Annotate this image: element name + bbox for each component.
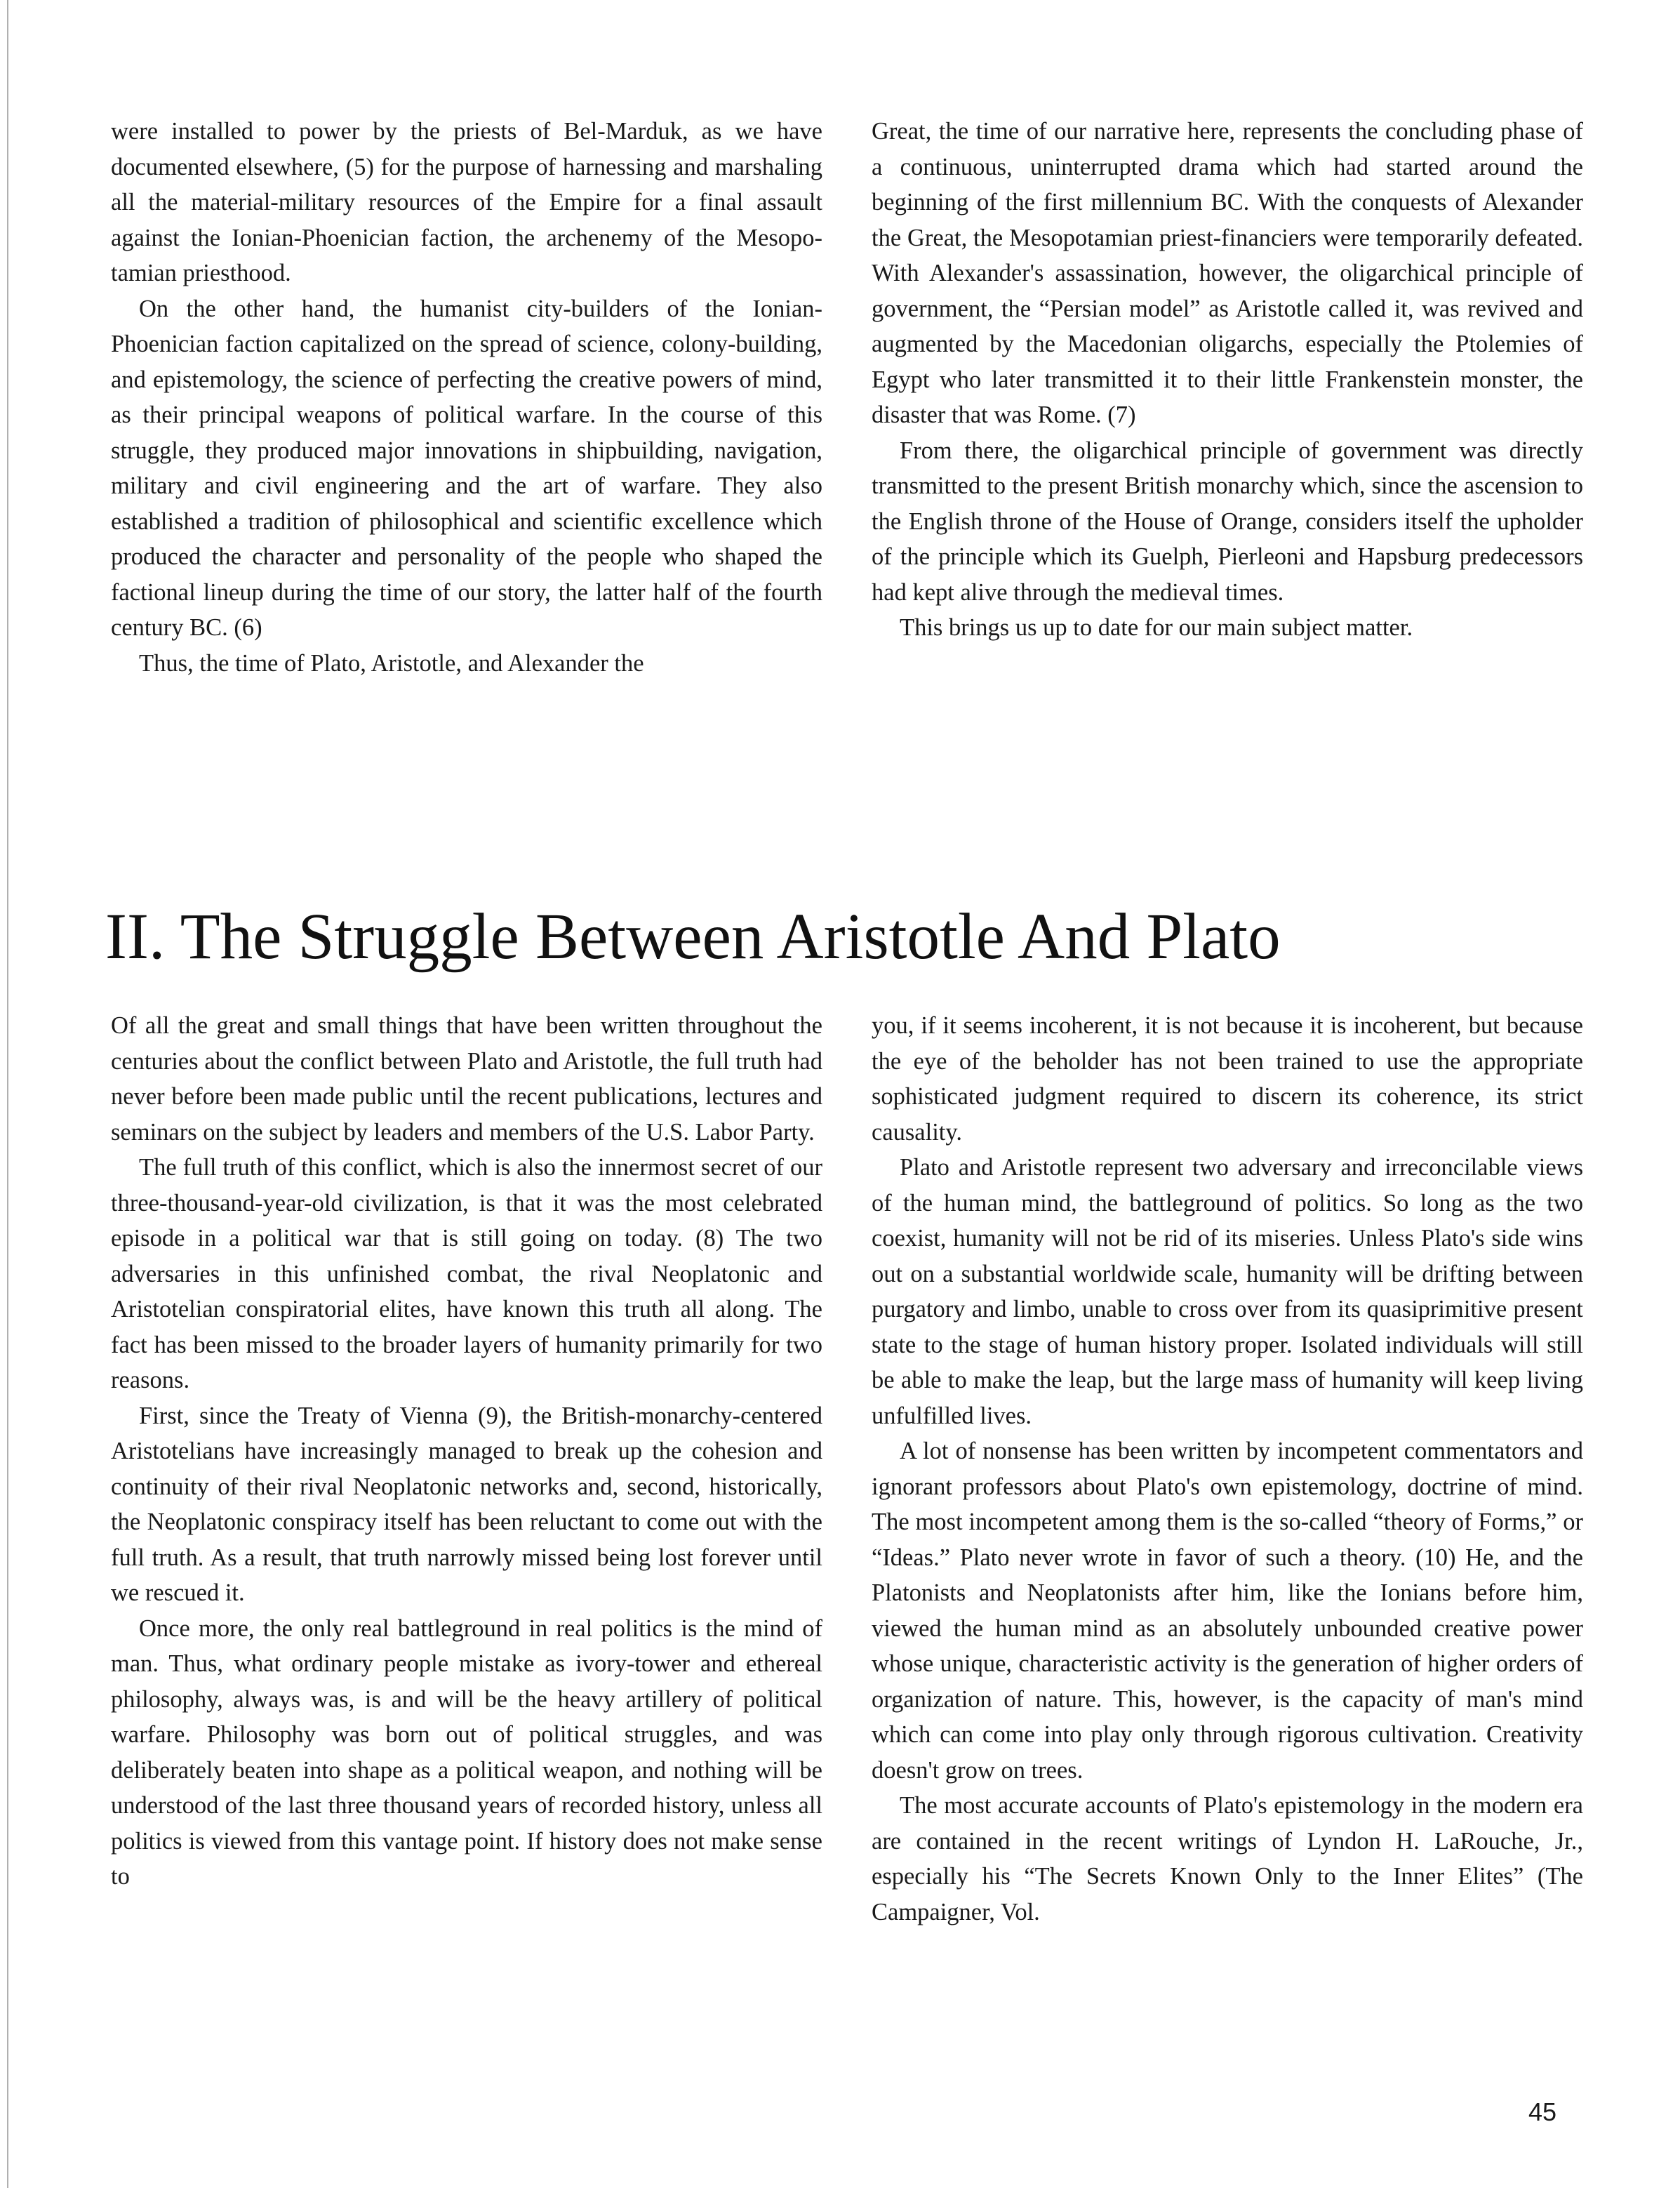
paragraph: Plato and Aristotle represent two adversary and irreconcilable views of the human mind, the battleground of politics. So long as the two coexist, humanity will not be rid of its miseries. Unless Plato's side wins out on a substantial worldwide scale, humanity will be drifting between purgatory and limbo, unable to cross over from its quasiprimitive present state to the stage of human history proper. Isolated individuals will still be able to make the leap, but the large mass of humanity will keep living unfulfilled lives. [872,1154,1583,1429]
paragraph: First, since the Treaty of Vienna (9), the British-monarchy-centered Aristotelians have increasingly managed to break up the cohesion and continuity of their rival Neoplatonic networks and, second, historically, the Neoplatonic conspiracy itself has been reluctant to come out with the full truth. As a result, that truth narrowly missed being lost forever until we rescued it. [111,1402,822,1606]
top-right-column [872,114,1583,646]
paragraph: Once more, the only real battleground in real politics is the mind of man. Thus, what ordinary people mistake as ivory-tower and ethereal philosophy, always was, is and will be the heavy artillery of political warfare. Philosophy was born out of political struggles, and was deliberately beaten into shape as a political weapon, and nothing will be understood of the last three thousand years of recorded history, unless all politics is viewed from this vantage point. If history does not make sense to [111,1615,822,1890]
section-heading: II. The Struggle Between Aristotle And Plato [105,901,1281,973]
paragraph: From there, the oligarchical principle of government was directly transmitted to the present British monarchy which, since the ascension to the English throne of the House of Orange, considers itself the upholder of the principle which its Guelph, Pierleoni and Hapsburg predecessors had kept alive through the medieval times. [872,437,1583,606]
page-number: 45 [1528,2097,1557,2126]
paragraph: The full truth of this conflict, which is also the innermost secret of our three-thousand-year-old civilization, is that it was the most celebrated episode in a political war that is still going on today. (8) The two adversaries in this unfinished combat, the rival Neoplatonic and Aristotelian conspiratorial elites, have known this truth all along. The fact has been missed to the broader layers of humanity primarily for two reasons. [111,1154,822,1393]
section-left-column [111,1008,822,1895]
paragraph: A lot of nonsense has been written by incompetent commentators and ignorant professors about Plato's own epistemology, doctrine of mind. The most incompetent among them is the so-called “theory of Forms,” or “Ideas.” Plato never wrote in favor of such a theory. (10) He, and the Platonists and Neoplatonists after him, like the Ionians before him, viewed the human mind as an absolutely unbounded creative power whose unique, characteristic activity is the generation of higher orders of organization of nature. This, however, is the capacity of man's mind which can come into play only through rigorous cultivation. Creativity doesn't grow on trees. [872,1438,1583,1784]
paragraph: you, if it seems incoherent, it is not because it is incoherent, but because the eye of the beholder has not been trained to use the appropriate sophisticated judgment required to discern its coherence, its strict causality. [872,1012,1583,1146]
paragraph: The most accurate accounts of Plato's epistemology in the modern era are contained in the recent writings of Lyndon H. LaRouche, Jr., especially his “The Secrets Known Only to the Inner Elites” (The Campaigner, Vol. [872,1792,1583,1925]
top-left-column [111,114,822,681]
binding-edge-line [7,0,8,2188]
section-right-column [872,1008,1583,1930]
paragraph: On the other hand, the humanist city-builders of the Ionian-Phoenician faction capitalized on the spread of science, colony-building, and epistemology, the science of perfecting the creative powers of mind, as their principal weapons of political warfare. In the course of this struggle, they produced major innovations in shipbuilding, navigation, military and civil engineering and the art of warfare. They also established a tradition of philosophical and scientific excellence which produced the character and personality of the people who shaped the factional lineup during the time of our story, the latter half of the fourth century BC. (6) [111,295,822,641]
paragraph: Thus, the time of Plato, Aristotle, and Alexander the [139,649,644,677]
paragraph: were installed to power by the priests of Bel-Marduk, as we have documented elsewhere, (5) for the purpose of harnessing and marshaling all the material-military resources of the Empire for a final assault against the Ionian-Phoenician faction, the archenemy of the Mesopotamian priesthood. [111,118,822,286]
paragraph: This brings us up to date for our main subject matter. [900,614,1413,641]
paragraph: Of all the great and small things that have been written throughout the centuries about the conflict between Plato and Aristotle, the full truth had never before been made public until the recent publications, lectures and seminars on the subject by leaders and members of the U.S. Labor Party. [111,1012,822,1146]
paragraph: Great, the time of our narrative here, represents the concluding phase of a continuous, uninterrupted drama which had started around the beginning of the first millennium BC. With the conquests of Alexander the Great, the Mesopotamian priest-financiers were temporarily defeated. With Alexander's assassination, however, the oligarchical principle of government, the “Persian model” as Aristotle called it, was revived and augmented by the Macedonian oligarchs, especially the Ptolemies of Egypt who later transmitted it to their little Frankenstein monster, the disaster that was Rome. (7) [872,118,1583,428]
